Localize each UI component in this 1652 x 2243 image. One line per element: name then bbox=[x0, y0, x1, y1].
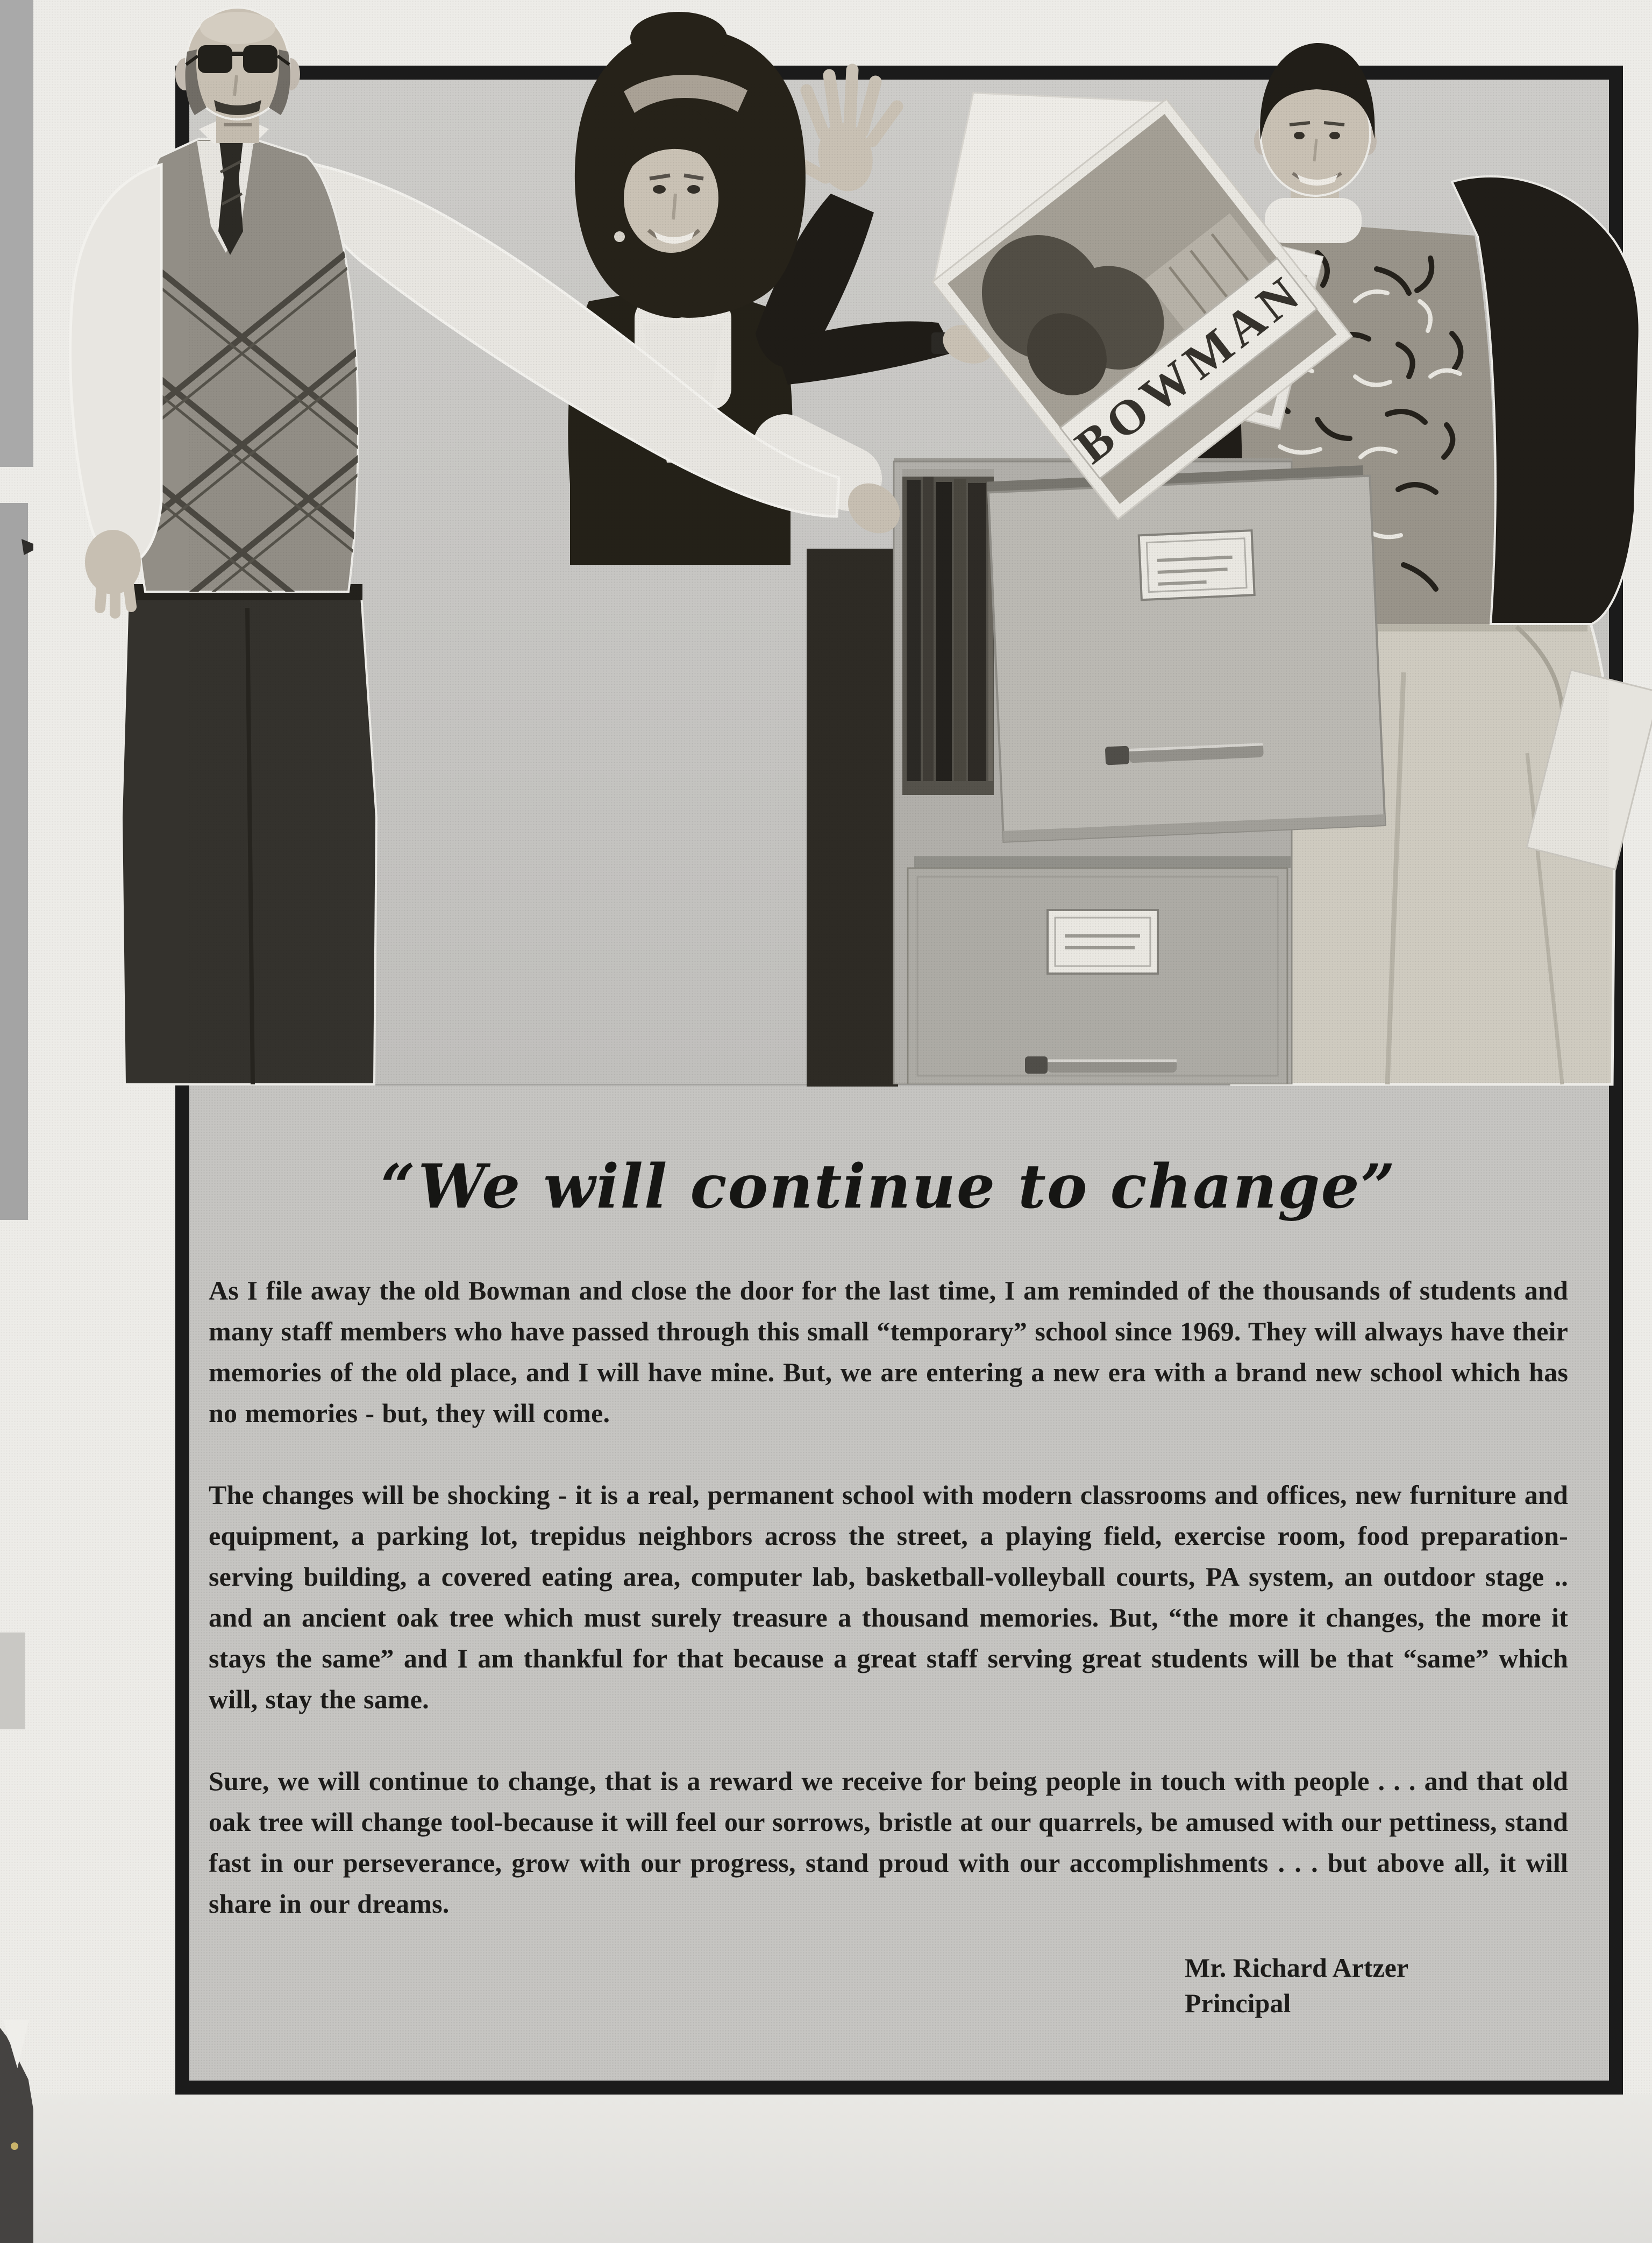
principal-hand-fingers bbox=[100, 581, 131, 613]
page-title: “We will continue to change” bbox=[380, 1152, 1397, 1222]
signature-name: Mr. Richard Artzer bbox=[1185, 1953, 1409, 1983]
principal-message-panel bbox=[189, 1084, 1609, 2081]
scan-bottom-shade bbox=[0, 2095, 1652, 2243]
message-paragraph-3: Sure, we will continue to change, that is a reward we receive for being people in touch with people . . . and that old oak tree will change tool-because it will feel our sorrows, bristle at our quarrels, be amused with our pettiness, stand fast in our perseverance, grow with our progress, stand proud with our accomplishments . . . but above all, it will share in our dreams. bbox=[209, 1766, 1568, 1919]
staff-photo-collage bbox=[0, 0, 1652, 1087]
signature-title: Principal bbox=[1185, 1988, 1291, 2019]
scan-corner-pin-dot bbox=[11, 2142, 18, 2150]
message-paragraph-2: The changes will be shocking - it is a real, permanent school with modern classrooms and offices, new furniture and equipment, a parking lot, trepidus neighbors across the street, a playing field, exercise room, food preparation-serving building, a covered eating area, computer lab, basketball-volleyball courts, PA system, an outdoor stage .. and an ancient oak tree which must surely treasure a thousand memories. But, “the more it changes, the more it stays the same” and I am thankful for that because a great staff serving great students will be that “same” which will, stay the same. bbox=[209, 1480, 1568, 1715]
halftone-overlay bbox=[189, 80, 1609, 1084]
scan-edge-band-lower bbox=[0, 1632, 25, 1729]
scan-corner-artifact bbox=[0, 2020, 33, 2243]
signature-block bbox=[1185, 1950, 1568, 2021]
message-paragraph-1: As I file away the old Bowman and close the door for the last time, I am reminded of the thousands of students and many staff members who have passed through this small “temporary” school since 1969. They will always have their memories of the old place, and I will have mine. But, we are entering a new era with a brand new school which has no memories - but, they will come. bbox=[209, 1275, 1568, 1429]
